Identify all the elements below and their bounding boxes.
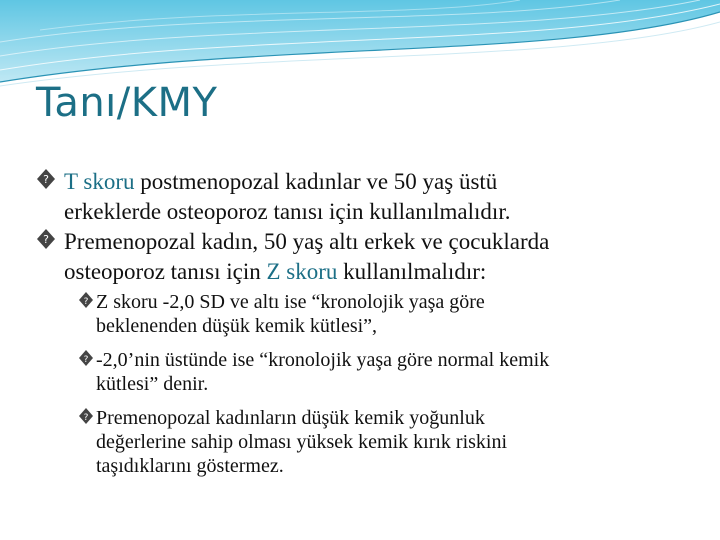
missing-glyph-icon (36, 227, 64, 251)
svg-text:?: ? (43, 173, 49, 186)
sub-bullet-item (78, 348, 698, 396)
t-score-term: T skoru (64, 169, 135, 194)
missing-glyph-icon (78, 406, 96, 426)
bullet-item (36, 167, 696, 227)
bullet-text: osteoporoz tanısı için (64, 259, 267, 284)
missing-glyph-icon (78, 348, 96, 368)
bullet-item (36, 227, 696, 287)
svg-text:?: ? (83, 413, 89, 423)
bullet-text: kullanılmalıdır: (337, 259, 487, 284)
z-score-term: Z skoru (266, 259, 338, 284)
bullet-continuation (36, 257, 696, 287)
header-wave-decoration (0, 0, 720, 90)
sub-bullet-continuation: kütlesi” denir. (96, 373, 209, 395)
sub-bullet-item (78, 290, 698, 338)
slide-title: Tanı/KMY (36, 80, 218, 126)
missing-glyph-icon (36, 167, 64, 191)
sub-bullet-continuation: beklenenden düşük kemik kütlesi”, (96, 315, 378, 337)
bullet-text: postmenopozal kadınlar ve 50 yaş üstü (134, 169, 498, 194)
svg-text:?: ? (83, 355, 89, 365)
bullet-text: Premenopozal kadın, 50 yaş altı erkek ve çocuklarda (64, 229, 550, 254)
svg-text:?: ? (43, 233, 49, 246)
sub-bullet-continuation: değerlerine sahip olması yüksek kemik kırık riskini (96, 431, 508, 453)
svg-text:?: ? (83, 297, 89, 307)
missing-glyph-icon (78, 290, 96, 310)
sub-bullet-text: Z skoru -2,0 SD ve altı ise “kronolojik yaşa göre (96, 291, 485, 313)
sub-bullet-text: Premenopozal kadınların düşük kemik yoğunluk (96, 407, 485, 429)
sub-bullet-text: -2,0’nin üstünde ise “kronolojik yaşa göre normal kemik (96, 349, 550, 371)
bullet-continuation: erkeklerde osteoporoz tanısı için kullanılmalıdır. (64, 199, 511, 224)
sub-bullet-item (78, 406, 698, 478)
sub-bullet-continuation: taşıdıklarını göstermez. (96, 455, 284, 477)
